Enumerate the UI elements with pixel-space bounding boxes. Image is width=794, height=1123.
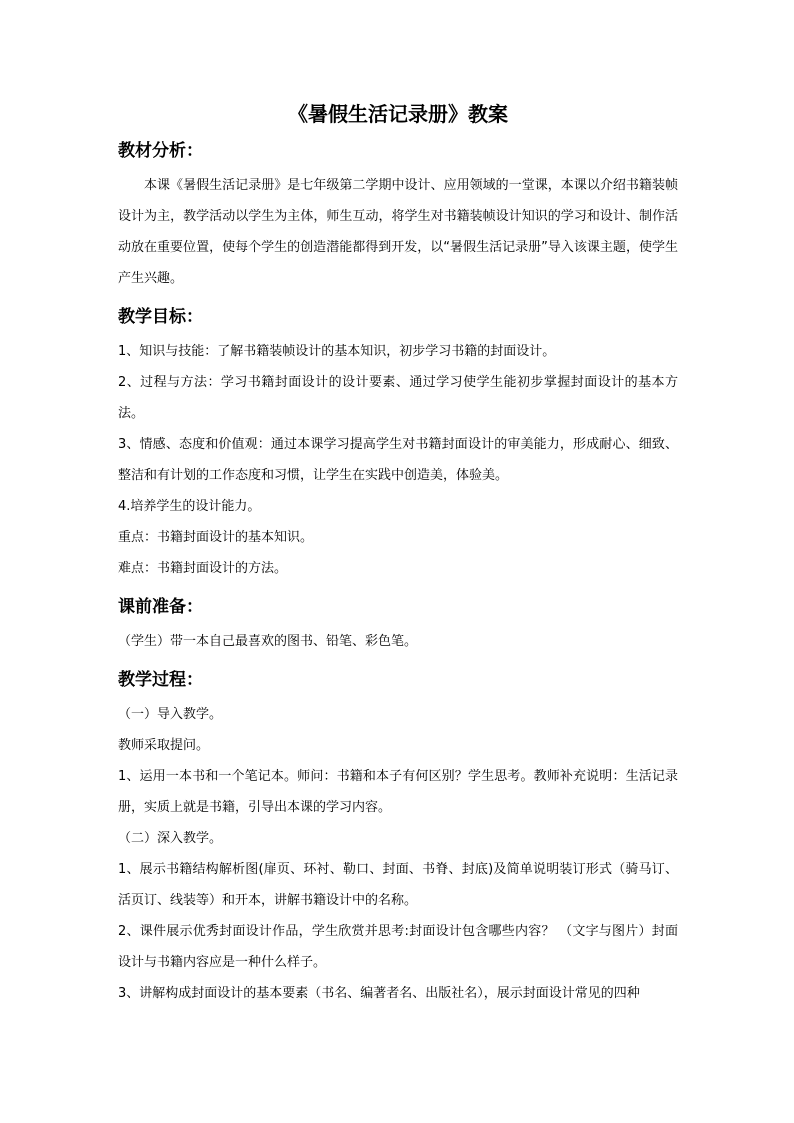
paragraph: 1、知识与技能：了解书籍装帧设计的基本知识，初步学习书籍的封面设计。 <box>118 344 556 359</box>
paragraph: 3、情感、态度和价值观：通过本课学习提高学生对书籍封面设计的审美能力，形成耐心、细致、整洁和有计划的工作态度和习惯，让学生在实践中创造美，体验美。 <box>118 437 678 483</box>
paragraph: 1、运用一本书和一个笔记本。师问：书籍和本子有何区别？学生思考。教师补充说明：生活记录册，实质上就是书籍，引导出本课的学习内容。 <box>118 769 678 815</box>
paragraph: 2、课件展示优秀封面设计作品，学生欣赏并思考:封面设计包含哪些内容？ （文字与图片）封面设计与书籍内容应是一种什么样子。 <box>118 924 678 970</box>
paragraph: （一）导入教学。 <box>118 707 223 722</box>
paragraph: 本课《暑假生活记录册》是七年级第二学期中设计、应用领域的一堂课，本课以介绍书籍装帧设计为主，教学活动以学生为主体，师生互动，将学生对书籍装帧设计知识的学习和设计、制作活动放在重要位置，使每个学生的创造潜能都得到开发，以“暑假生活记录册”导入该课主题，使学生产生兴趣。 <box>118 178 678 286</box>
paragraph: 教师采取提问。 <box>118 738 210 753</box>
paragraph: 重点：书籍封面设计的基本知识。 <box>118 530 314 545</box>
section-heading: 课前准备： <box>118 597 203 617</box>
document-page <box>118 100 678 1009</box>
section-heading: 教学目标： <box>118 307 203 327</box>
section-heading: 教材分析： <box>118 141 203 161</box>
paragraph: 1、展示书籍结构解析图(扉页、环衬、勒口、封面、书脊、封底)及简单说明装订形式（骑马订、活页订、线装等）和开本，讲解书籍设计中的名称。 <box>118 862 678 908</box>
section-teaching-goals <box>118 304 678 584</box>
section-textbook-analysis <box>118 138 678 294</box>
paragraph: （学生）带一本自己最喜欢的图书、铅笔、彩色笔。 <box>118 634 418 649</box>
paragraph: （二）深入教学。 <box>118 831 223 846</box>
section-heading: 教学过程： <box>118 670 203 690</box>
paragraph: 3、讲解构成封面设计的基本要素（书名、编著者名、出版社名），展示封面设计常见的四种 <box>118 986 640 1001</box>
section-preparation <box>118 594 678 657</box>
paragraph: 难点：书籍封面设计的方法。 <box>118 561 288 576</box>
paragraph: 4.培养学生的设计能力。 <box>118 499 261 514</box>
section-teaching-process <box>118 667 678 1009</box>
document-title: 《暑假生活记录册》教案 <box>288 102 508 126</box>
paragraph: 2、过程与方法：学习书籍封面设计的设计要素、通过学习使学生能初步掌握封面设计的基本方法。 <box>118 375 678 421</box>
